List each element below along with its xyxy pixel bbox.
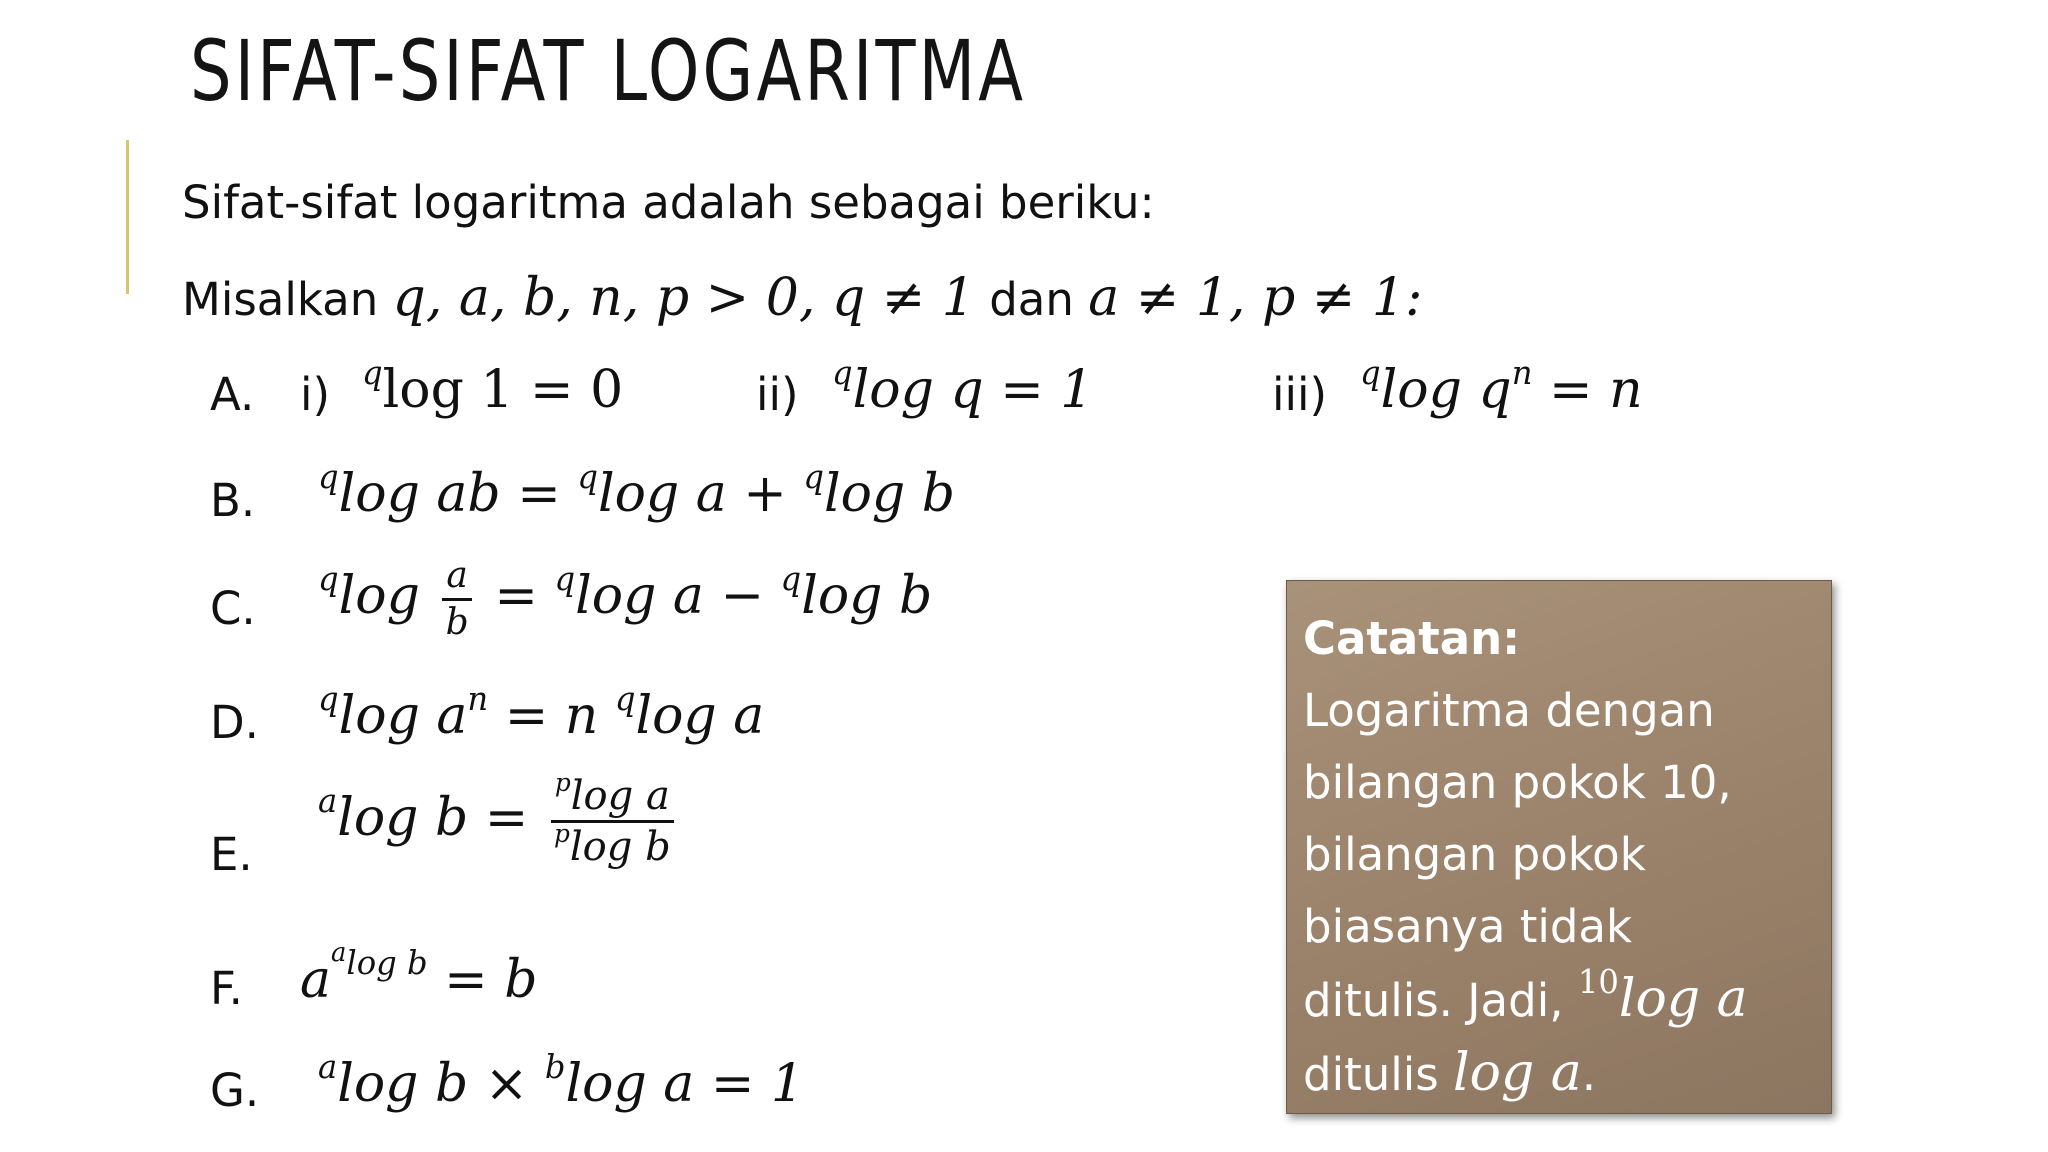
property-d-letter: D. <box>210 696 259 749</box>
property-a-iii-label: iii) <box>1272 368 1328 421</box>
property-a-ii-label: ii) <box>756 368 799 421</box>
slide-title: SIFAT-SIFAT LOGARITMA <box>190 22 1027 120</box>
property-b-letter: B. <box>210 474 256 527</box>
accent-bar <box>126 140 129 294</box>
given-vars: q, a, b, n, p > 0, q ≠ 1 <box>392 268 975 328</box>
property-c-letter: C. <box>210 582 256 635</box>
property-c-fraction: $\frac{a}{b}$ <box>442 558 471 641</box>
property-d-formula: $^q$log $a^n = n$ $^q$log a <box>318 679 765 746</box>
note-line-2: bilangan pokok 10, <box>1303 756 1732 809</box>
given-prefix: Misalkan <box>182 273 379 326</box>
property-a-letter: A. <box>210 368 255 421</box>
note-line-5: ditulis. Jadi, $^{10}$log a <box>1303 962 1748 1029</box>
given-cond: a ≠ 1, p ≠ 1: <box>1088 268 1423 328</box>
property-f-letter: F. <box>210 962 243 1015</box>
property-g-letter: G. <box>210 1064 260 1117</box>
property-g-formula: $^a$log b × $^b$log a = 1 <box>318 1047 804 1114</box>
property-a-iii-formula: $^q$log $q^n = n$ <box>1360 353 1643 420</box>
property-f-formula: $a^{^alog b} = b$ <box>300 937 538 1010</box>
property-e-fraction: $\frac{^p\log a}{^p\log b}$ <box>551 776 674 867</box>
property-a-ii-formula: $^q$log q = 1 <box>832 353 1094 420</box>
note-line-6: ditulis log a. <box>1303 1043 1597 1103</box>
note-line-4: biasanya tidak <box>1303 900 1633 953</box>
property-a-i-formula: $^q$log 1 = 0 <box>362 353 624 420</box>
note-line-1: Logaritma dengan <box>1303 684 1715 737</box>
note-title: Catatan: <box>1303 612 1521 665</box>
note-line-3: bilangan pokok <box>1303 828 1646 881</box>
property-e-formula: $^a$log b = $\frac{^p\log a}{^p\log b}$ <box>318 776 680 867</box>
note-box <box>1286 580 1832 1114</box>
given-and: dan <box>989 273 1074 326</box>
property-b-formula: $^q$log ab = $^q$log a + $^q$log b <box>318 457 956 524</box>
property-a-i-label: i) <box>300 368 331 421</box>
given-conditions <box>182 268 1422 328</box>
property-c-formula: $^q$log $\frac{a}{b}$ = $^q$log a − $^q$log b <box>318 555 933 643</box>
intro-text: Sifat-sifat logaritma adalah sebagai beriku: <box>182 176 1155 229</box>
property-e-letter: E. <box>210 828 253 881</box>
